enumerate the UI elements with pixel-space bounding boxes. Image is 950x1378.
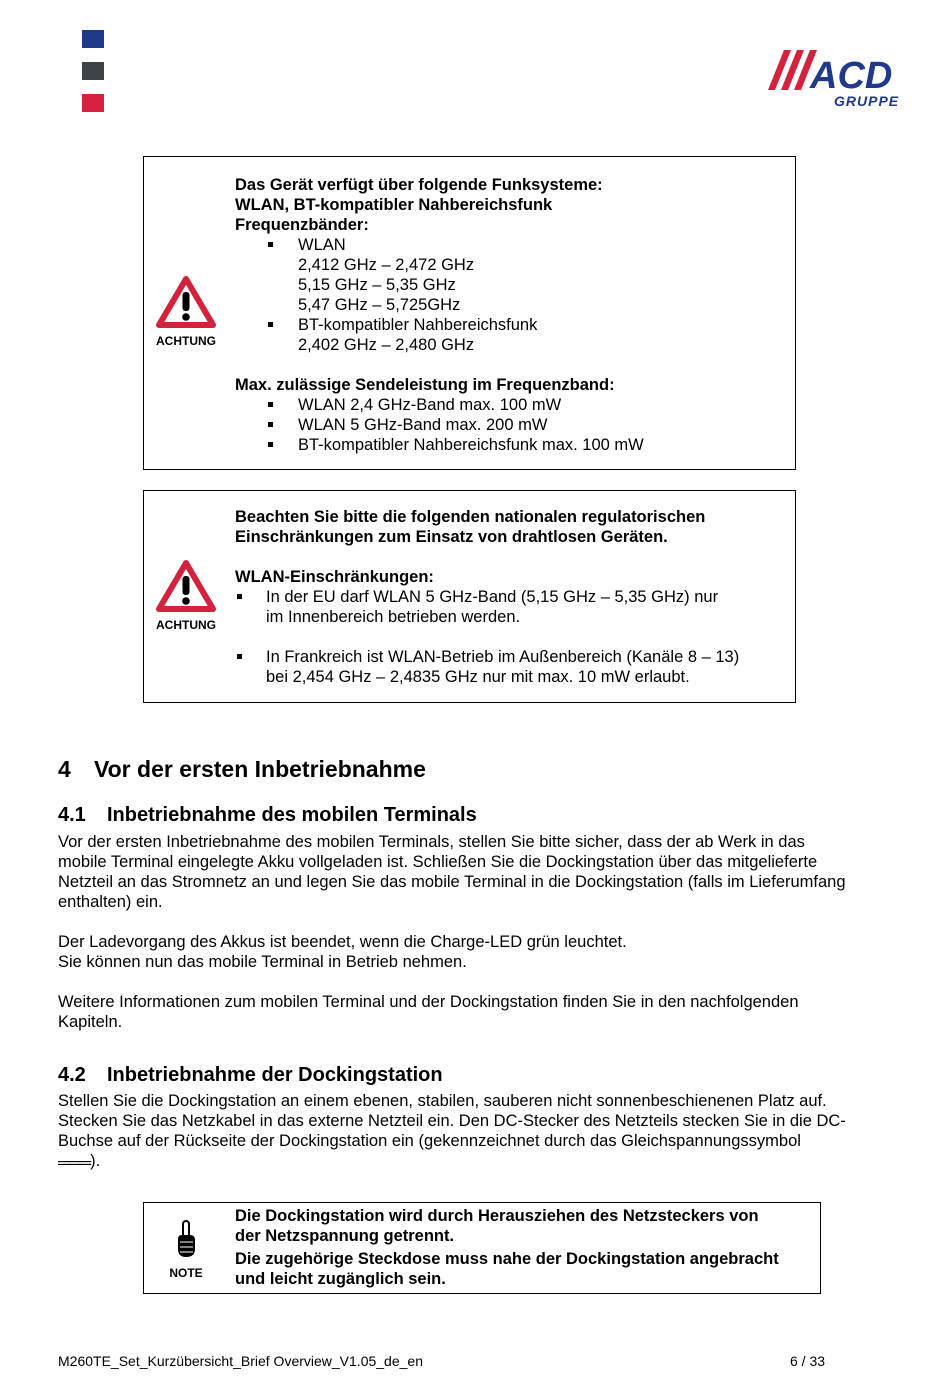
regulatory-heading-line1: Beachten Sie bitte die folgenden nationalen regulatorischen	[235, 508, 706, 526]
wlan-restrictions-list	[235, 587, 785, 687]
warning-content	[235, 175, 785, 455]
logo-sub-text: GRUPPE	[834, 93, 900, 109]
warning-label: ACHTUNG	[156, 618, 216, 632]
brand-square-red	[82, 94, 104, 112]
frequency-band-list	[235, 235, 785, 355]
transmit-power-list	[235, 395, 785, 455]
band-range: 2,402 GHz – 2,480 GHz	[298, 336, 475, 354]
acd-gruppe-logo	[764, 44, 920, 114]
list-item: WLAN 5 GHz-Band max. 200 mW	[235, 415, 785, 435]
note-content: Die Dockingstation wird durch Herausziehen des Netzsteckers von der Netzspannung getrennt. Die zugehörige Steckdose muss nahe der Dockingstation angebracht und leicht zugänglich sein.	[235, 1207, 779, 1288]
warning-triangle-icon	[155, 559, 217, 613]
section-title: Inbetriebnahme des mobilen Terminals	[107, 804, 477, 826]
warning-triangle-icon	[155, 275, 217, 329]
list-item	[235, 315, 785, 355]
section-number: 4	[58, 756, 71, 782]
warning-marker	[146, 275, 226, 348]
section-title: Vor der ersten Inbetriebnahme	[94, 756, 426, 782]
radio-heading-line2: WLAN, BT-kompatibler Nahbereichsfunk	[235, 196, 553, 214]
note-box-disconnect	[143, 1202, 821, 1294]
section-title: Inbetriebnahme der Dockingstation	[107, 1064, 443, 1086]
warning-box-radio-systems	[143, 156, 796, 470]
band-range: 2,412 GHz – 2,472 GHz	[298, 256, 475, 274]
note-label: NOTE	[169, 1266, 203, 1280]
section-number: 4.1	[58, 804, 86, 826]
brand-square-blue	[82, 30, 104, 48]
dc-voltage-symbol-icon: ═══	[58, 1154, 91, 1172]
transmit-power-heading: Max. zulässige Sendeleistung im Frequenzband:	[235, 376, 615, 394]
brand-square-gray	[82, 62, 104, 80]
paragraph-charging: Der Ladevorgang des Akkus ist beendet, wenn die Charge-LED grün leuchtet. Sie können nun das mobile Terminal in Betrieb nehmen.	[58, 933, 627, 971]
footer-page-number: 6 / 33	[790, 1353, 826, 1369]
section-4-2-heading	[58, 1063, 443, 1087]
band-range: 5,47 GHz – 5,725GHz	[298, 296, 461, 314]
footer-document-name: M260TE_Set_Kurzübersicht_Brief Overview_V1.05_de_en	[58, 1353, 423, 1369]
regulatory-heading-line2: Einschränkungen zum Einsatz von drahtlosen Geräten.	[235, 528, 668, 546]
paragraph-commissioning-terminal: Vor der ersten Inbetriebnahme des mobilen Terminals, stellen Sie bitte sicher, dass der ab Werk in das mobile Terminal eingelegte Akku vollgeladen ist. Schließen Sie die Dockingstation über das mitgelieferte Netzteil an das Stromnetz an und legen Sie das mobile Terminal in die Dockingstation (falls im Lieferumfang enthalten) ein.	[58, 833, 846, 911]
logo-main-text: ACD	[810, 55, 893, 97]
list-item	[235, 235, 785, 315]
list-item: In der EU darf WLAN 5 GHz-Band (5,15 GHz – 5,35 GHz) nur im Innenbereich betrieben werden.	[235, 587, 785, 627]
warning-marker	[146, 559, 226, 632]
band-name: WLAN	[298, 236, 346, 254]
pointing-hand-icon	[171, 1219, 201, 1261]
paragraph-docking-setup: Stellen Sie die Dockingstation an einem ebenen, stabilen, sauberen nicht sonnenbeschienenen Platz auf. Stecken Sie das Netzkabel in das externe Netzteil ein. Den DC-Stecker des Netzteils stecken Sie in die DC- Buchse auf der Rückseite der Dockingstation ein (gekennzeichnet durch das Gleichspannungssymbol ═══).	[58, 1092, 846, 1172]
list-item: BT-kompatibler Nahbereichsfunk max. 100 mW	[235, 435, 785, 455]
list-item: In Frankreich ist WLAN-Betrieb im Außenbereich (Kanäle 8 – 13) bei 2,454 GHz – 2,4835 GHz nur mit max. 10 mW erlaubt.	[235, 647, 785, 687]
section-number: 4.2	[58, 1064, 86, 1086]
band-range: 5,15 GHz – 5,35 GHz	[298, 276, 456, 294]
radio-heading-line1: Das Gerät verfügt über folgende Funksysteme:	[235, 176, 603, 194]
list-item: WLAN 2,4 GHz-Band max. 100 mW	[235, 395, 785, 415]
band-name: BT-kompatibler Nahbereichsfunk	[298, 316, 538, 334]
paragraph-further-info: Weitere Informationen zum mobilen Terminal und der Dockingstation finden Sie in den nachfolgenden Kapiteln.	[58, 993, 799, 1031]
warning-box-regulatory	[143, 490, 796, 703]
note-marker	[146, 1219, 226, 1280]
warning-content	[235, 507, 785, 687]
warning-label: ACHTUNG	[156, 334, 216, 348]
section-4-heading	[58, 756, 426, 782]
frequency-bands-heading: Frequenzbänder:	[235, 216, 369, 234]
section-4-1-heading	[58, 803, 477, 827]
wlan-restrictions-heading: WLAN-Einschränkungen:	[235, 568, 434, 586]
